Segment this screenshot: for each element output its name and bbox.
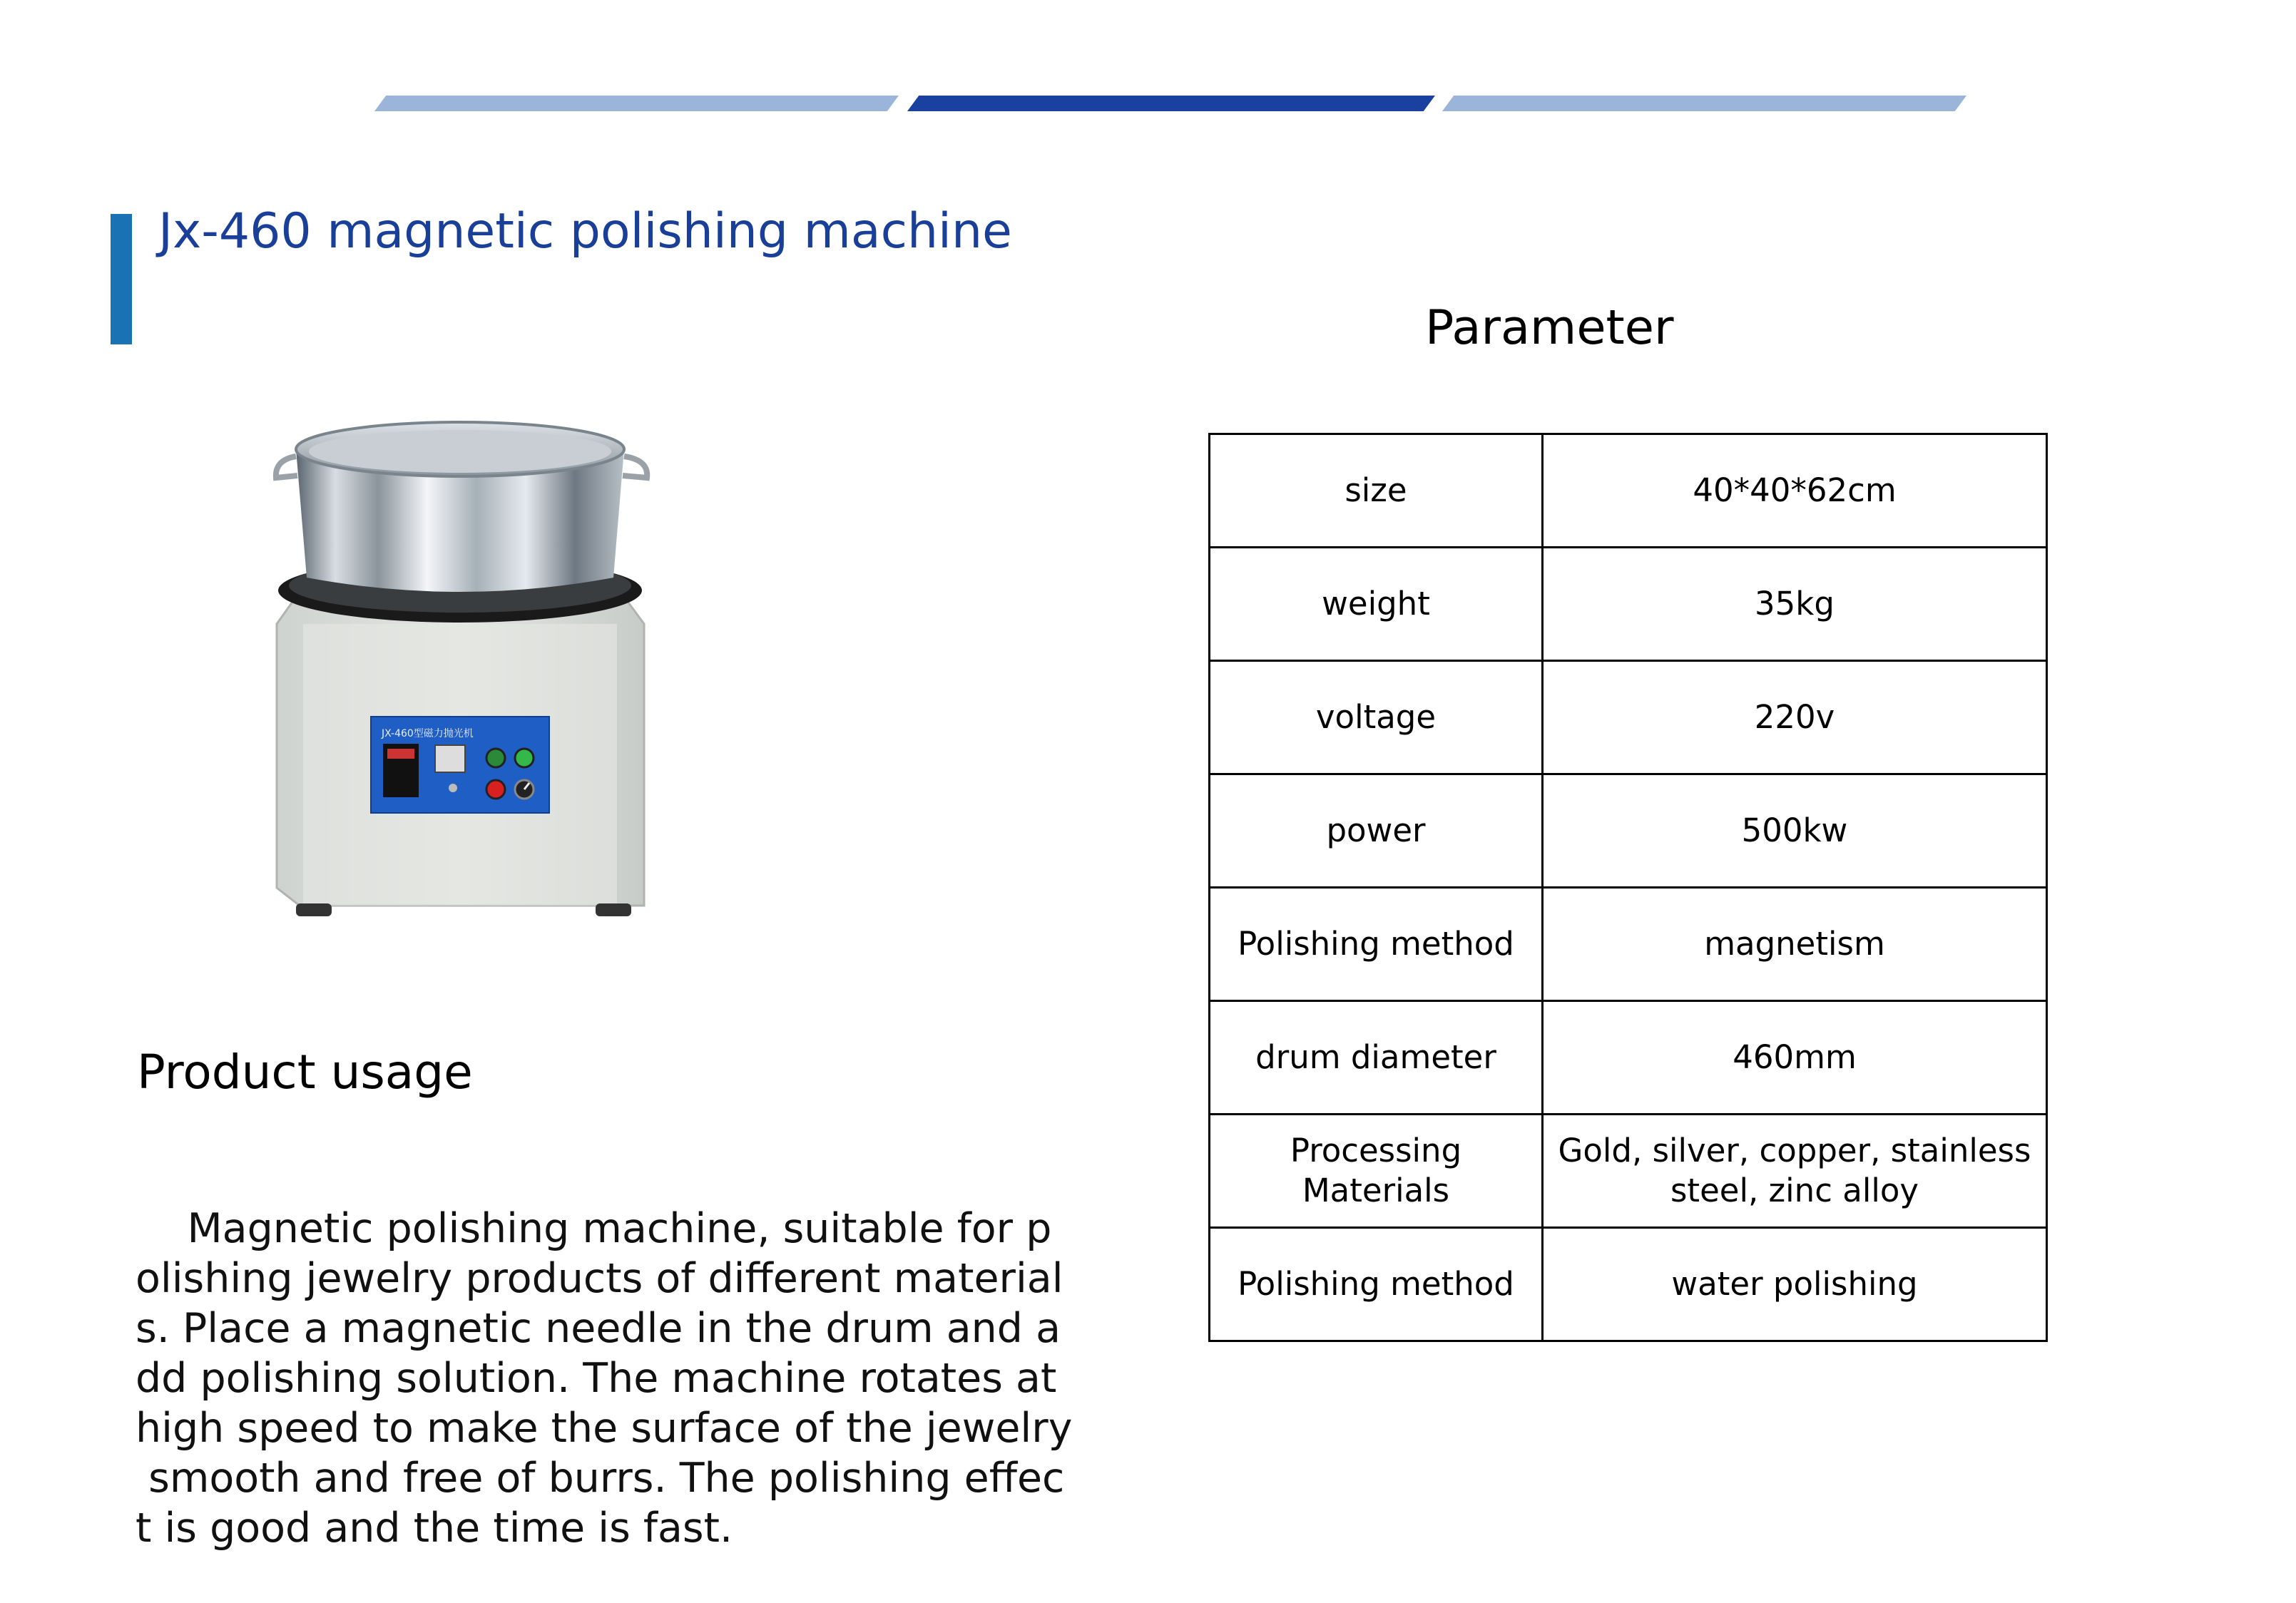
param-key: Processing Materials — [1210, 1115, 1543, 1228]
param-key: power — [1210, 774, 1543, 888]
param-value: 460mm — [1543, 1001, 2047, 1115]
usage-line: smooth and free of burrs. The polishing effec — [136, 1455, 1065, 1502]
table-row — [1210, 1115, 2047, 1228]
table-row — [1210, 1001, 2047, 1115]
usage-line: t is good and the time is fast. — [136, 1505, 733, 1552]
parameter-heading: Parameter — [1425, 299, 1674, 355]
table-row — [1210, 548, 2047, 661]
product-image — [232, 389, 688, 959]
param-value: Gold, silver, copper, stainless steel, zinc alloy — [1543, 1115, 2047, 1228]
param-value: magnetism — [1543, 888, 2047, 1001]
usage-heading: Product usage — [137, 1045, 473, 1100]
usage-line: dd polishing solution. The machine rotates at — [136, 1355, 1057, 1402]
param-key: drum diameter — [1210, 1001, 1543, 1115]
param-value: 500kw — [1543, 774, 2047, 888]
param-value: 220v — [1543, 661, 2047, 774]
panel-label: JX-460型磁力抛光机 — [382, 728, 474, 739]
usage-line: s. Place a magnetic needle in the drum and a — [136, 1305, 1061, 1352]
param-key: Polishing method — [1210, 1228, 1543, 1341]
usage-line: Magnetic polishing machine, suitable for p — [136, 1205, 1052, 1252]
param-value: 40*40*62cm — [1543, 434, 2047, 548]
param-key: size — [1210, 434, 1543, 548]
table-row — [1210, 661, 2047, 774]
usage-description — [136, 1154, 1073, 1603]
table-row — [1210, 434, 2047, 548]
usage-line: high speed to make the surface of the jewelry — [136, 1405, 1073, 1452]
parameter-table — [1208, 433, 2048, 1342]
header-stripe-right — [1442, 96, 1966, 111]
table-row — [1210, 888, 2047, 1001]
table-row — [1210, 1228, 2047, 1341]
param-key: voltage — [1210, 661, 1543, 774]
table-row — [1210, 774, 2047, 888]
header-stripe-left — [374, 96, 899, 111]
page-title: Jx-460 magnetic polishing machine — [158, 203, 1012, 260]
param-key: weight — [1210, 548, 1543, 661]
param-value: 35kg — [1543, 548, 2047, 661]
title-accent-bar — [111, 214, 132, 344]
param-value: water polishing — [1543, 1228, 2047, 1341]
param-key: Polishing method — [1210, 888, 1543, 1001]
header-stripe-center — [907, 96, 1435, 111]
usage-line: olishing jewelry products of different material — [136, 1255, 1063, 1302]
